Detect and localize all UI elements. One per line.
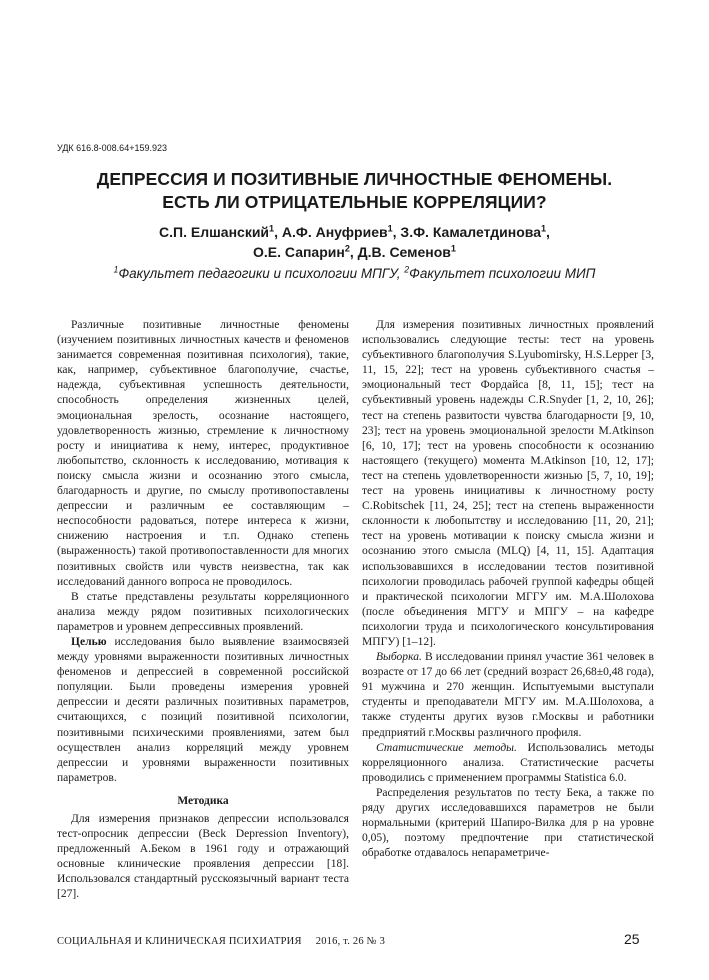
affiliation-text: Факультет психологии МИП [409,266,596,281]
author-name: О.Е. Сапарин [253,244,345,260]
authors-line-1 [40,222,669,242]
paragraph-aim [57,635,349,786]
aim-text: исследования было выявление взаимосвязей между уровнями выраженности позитивных личностных феноменов и депрессией в современной российской популяции. Были проведены измерения уровней депрессии и десяти различных позитивных параметров, считающихся, с позиций позитивной психологии, позитивными психическими проявлениями, затем был осуществлен анализ корреляций между уровнем депрессии и уровнями выраженности позитивных параметров. [57,635,349,784]
affiliations [40,266,669,281]
author-name: , Д.В. Семенов [349,244,451,260]
paragraph-distribution: Распределения результатов по тесту Бека, а также по ряду других исследовавшихся параметров не были нормальными (критерий Шапиро-Вилка для р на уровне 0,05), поэтому предпочтение при статистической обработке отдавалось непараметриче- [362,786,654,860]
paragraph-tests: Для измерения позитивных личностных проявлений использовались следующие тесты: тест на уровень субъективного благополучия S.Lyubomirsky, H.S.Lepper [3, 11, 15, 22]; тест на уровень субъективного счастья – эмоциональный тест Фордайса [8, 11, 15]; тест на субъективный уровень надежды C.R.Snyder [1, 2, 10, 26]; тест на степень развитости чувства благодарности [9, 10, 23]; тест на уровень эмоциональной зрелости M.Atkinson [6, 10, 17]; тест на уровень способности к осознанию настоящего (текущего) момента M.Atkinson [10, 12, 17]; тест на степень удовлетворенности жизнью [5, 7, 10, 19]; тест на уровень инициативы к личностному росту C.Robitschek [11, 24, 25]; тест на степень выраженности склонности к любопытству и исследованию [11, 20, 21]; тест на уровень мотивации к поиску смысла жизни и осознанию этого смысла (MLQ) [4, 11, 15]. Адаптация использовавшихся в исследовании тестов позитивной психологии проводилась рабочей группой кафедры общей и практической психологии МГГУ им. М.А.Шолохова (после объединения МГГУ и МПГУ – на кафедре психологии труда и психологического консультирования МПГУ) [1–12]. [362,319,654,648]
author-list [40,222,669,262]
author-name: С.П. Елшанский [159,224,270,240]
left-column [57,318,349,903]
journal-footer: СОЦИАЛЬНАЯ И КЛИНИЧЕСКАЯ ПСИХИАТРИЯ 2016, т. 26 № 3 [57,936,386,947]
sample-text: В исследовании принял участие 361 человек в возрасте от 17 до 66 лет (средний возраст 26,68±0,48 года), 91 мужчина и 270 женщин. Испытуемыми выступали студенты и преподаватели МГГУ им. М.А.Шолохова, а также студенты других вузов г.Москвы и работники предприятий г.Москвы различного профиля. [362,651,654,739]
paragraph-sample [362,650,654,741]
aim-lead: Целью [71,635,107,648]
author-name: , З.Ф. Камалетдинова [392,224,541,240]
article-title [40,168,669,214]
author-name: , А.Ф. Ануфриев [274,224,388,240]
affiliation-text: Факультет педагогики и психологии МПГУ, [118,266,405,281]
stat-methods-lead: Статистические методы. [376,741,517,754]
paragraph-intro: Различные позитивные личностные феномены (изучением позитивных личностных качеств и феноменов занимается современная позитивная психология), такие, как, например, субъективное благополучие, счастье, надежда, субъективная успешность деятельности, способность определения жизненных целей, эмоциональная зрелость, осознание настоящего, удовлетворенность жизнью, стремление к личностному росту и инициатива к нему, интерес, продуктивное любопытство, склонность к исследованию, мотивация к поиску смысла жизни и осознанию этого смысла, благодарность и другие, по смыслу противопоставлены депрессии и различным ее составляющим – неспособности радоваться, потере интереса к жизни, снижению настроения и т.п. Однако степень (выраженность) такой противопоставленности для многих позитивных свойств или чувств неизвестна, так как исследований данного вопроса не проводилось. [57,319,349,588]
author-affiliation-mark: 2 [344,243,350,254]
author-affiliation-mark: 1 [540,223,547,234]
section-heading-methods: Методика [177,794,229,807]
authors-line-2 [40,242,669,262]
paragraph-results-summary: В статье представлены результаты корреляционного анализа между рядом позитивных психологических параметров и уровнем депрессивных проявлений. [57,590,349,633]
title-line-1: ДЕПРЕССИЯ И ПОЗИТИВНЫЕ ЛИЧНОСТНЫЕ ФЕНОМЕНЫ. [96,169,613,189]
udk-code: УДК 616.8-008.64+159.923 [57,143,167,153]
sample-lead: Выборка. [376,651,422,664]
title-line-2: ЕСТЬ ЛИ ОТРИЦАТЕЛЬНЫЕ КОРРЕЛЯЦИИ? [162,192,547,212]
paragraph-beck: Для измерения признаков депрессии использовался тест-опросник депрессии (Beck Depression Inventory), предложенный А.Беком в 1961 году и отражающий основные клинические проявления депрессии [18]. Использовался стандартный русскоязычный вариант теста [27]. [57,813,349,901]
author-affiliation-mark: 1 [450,243,456,254]
affiliation-mark: 1 [113,264,119,275]
author-affiliation-mark: 1 [387,223,393,234]
author-affiliation-mark: 1 [269,223,275,234]
paragraph-stat-methods [362,741,654,786]
author-separator: , [546,224,550,240]
stat-methods-text: Использовались методы корреляционного анализа. Статистические расчеты проводились с применением программы Statistica 6.0. [362,741,654,784]
affiliation-mark: 2 [404,264,410,275]
page-number: 25 [624,931,640,947]
right-column [362,318,654,861]
